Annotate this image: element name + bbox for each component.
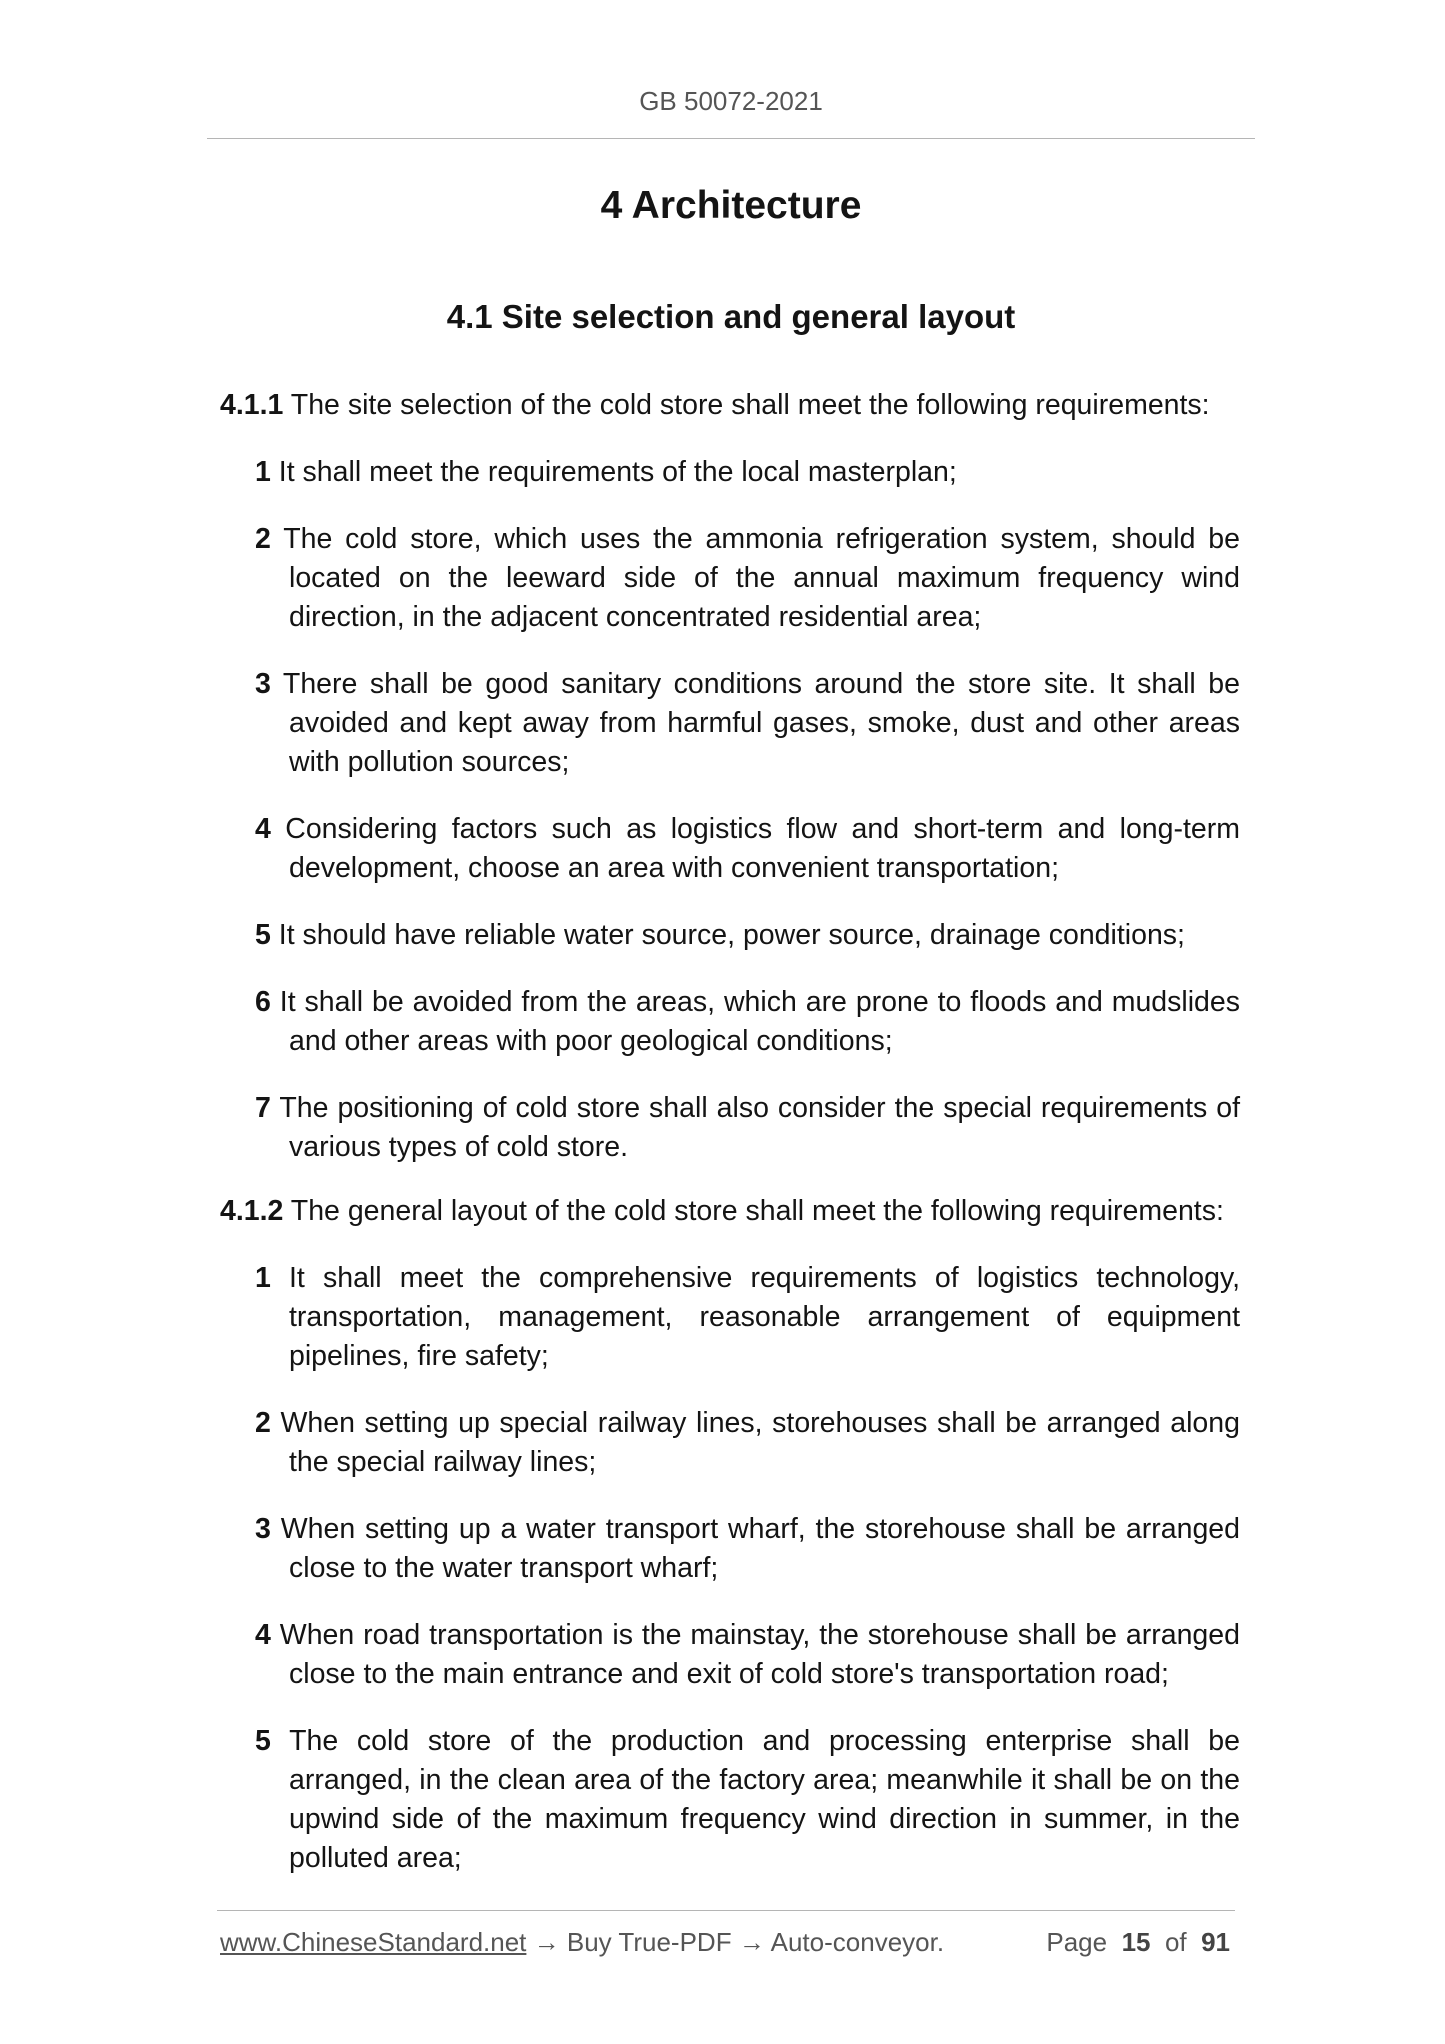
header-divider [207,138,1255,139]
page-total: 91 [1201,1927,1230,1957]
list-item [255,1089,1240,1167]
item-number: 7 [255,1092,271,1124]
page-of-label: of [1164,1927,1187,1957]
item-number: 2 [255,1407,271,1439]
item-number: 5 [255,919,271,951]
item-text: When setting up special railway lines, storehouses shall be arranged along the special railway lines; [280,1407,1240,1478]
list-item [255,1616,1240,1694]
item-text: The positioning of cold store shall also consider the special requirements of various types of cold store. [279,1092,1241,1163]
item-text: It shall be avoided from the areas, which are prone to floods and mudslides and other areas with poor geological conditions; [279,986,1241,1057]
clause-number: 4.1.1 [220,389,284,421]
item-number: 6 [255,986,271,1018]
footer-divider [217,1910,1235,1911]
item-number: 4 [255,1619,271,1651]
item-number: 3 [255,1513,271,1545]
clause-4-1-2 [220,1192,1240,1231]
list-item [255,983,1240,1061]
list-item [255,1404,1240,1482]
list-item [255,1510,1240,1588]
footer-step-buy: Buy True-PDF [566,1927,732,1957]
page-current: 15 [1121,1927,1151,1957]
page-footer [220,1927,1238,1958]
page-indicator [1046,1927,1230,1958]
item-number: 5 [255,1725,271,1757]
list-item [255,665,1240,782]
item-text: It should have reliable water source, power source, drainage conditions; [278,919,1185,951]
item-text: When setting up a water transport wharf, the storehouse shall be arranged close to the water transport wharf; [280,1513,1241,1584]
footer-step-delivery: Auto-conveyor. [770,1927,945,1957]
page-label: Page [1046,1927,1108,1957]
arrow-right-icon: → [533,1927,560,1957]
item-number: 1 [255,1262,271,1294]
list-item [255,916,1240,955]
section-title: 4.1 Site selection and general layout [446,298,1016,335]
list-item [255,1259,1240,1376]
clause-text: The site selection of the cold store shall meet the following requirements: [290,389,1210,421]
list-item [255,1722,1240,1878]
clause-text: The general layout of the cold store shall meet the following requirements: [290,1195,1224,1227]
item-text: The cold store of the production and processing enterprise shall be arranged, in the clean area of the factory area; meanwhile it shall be on the upwind side of the maximum frequency wind direction in summer, in the polluted area; [289,1725,1240,1874]
item-number: 4 [255,813,271,845]
item-text: When road transportation is the mainstay, the storehouse shall be arranged close to the main entrance and exit of cold store's transportation road; [279,1619,1240,1690]
website-link[interactable]: www.ChineseStandard.net [220,1927,527,1957]
item-number: 1 [255,456,271,488]
item-text: It shall meet the comprehensive requirements of logistics technology, transportation, management, reasonable arrangement of equipment pipelines, fire safety; [289,1262,1241,1372]
chapter-title: 4 Architecture [600,184,862,227]
item-text: Considering factors such as logistics flow and short-term and long-term development, choose an area with convenient transportation; [285,813,1240,884]
list-item [255,520,1240,637]
item-text: It shall meet the requirements of the local masterplan; [278,456,957,488]
clause-number: 4.1.2 [220,1195,284,1227]
document-code-header: GB 50072-2021 [639,86,823,116]
item-text: The cold store, which uses the ammonia refrigeration system, should be located on the leeward side of the annual maximum frequency wind direction, in the adjacent concentrated residential area; [283,523,1241,633]
arrow-right-icon: → [738,1927,765,1957]
list-item [255,453,1240,492]
item-number: 2 [255,523,271,555]
item-text: There shall be good sanitary conditions around the store site. It shall be avoided and kept away from harmful gases, smoke, dust and other areas with pollution sources; [282,668,1241,778]
clause-4-1-1 [220,386,1240,425]
item-number: 3 [255,668,271,700]
list-item [255,810,1240,888]
